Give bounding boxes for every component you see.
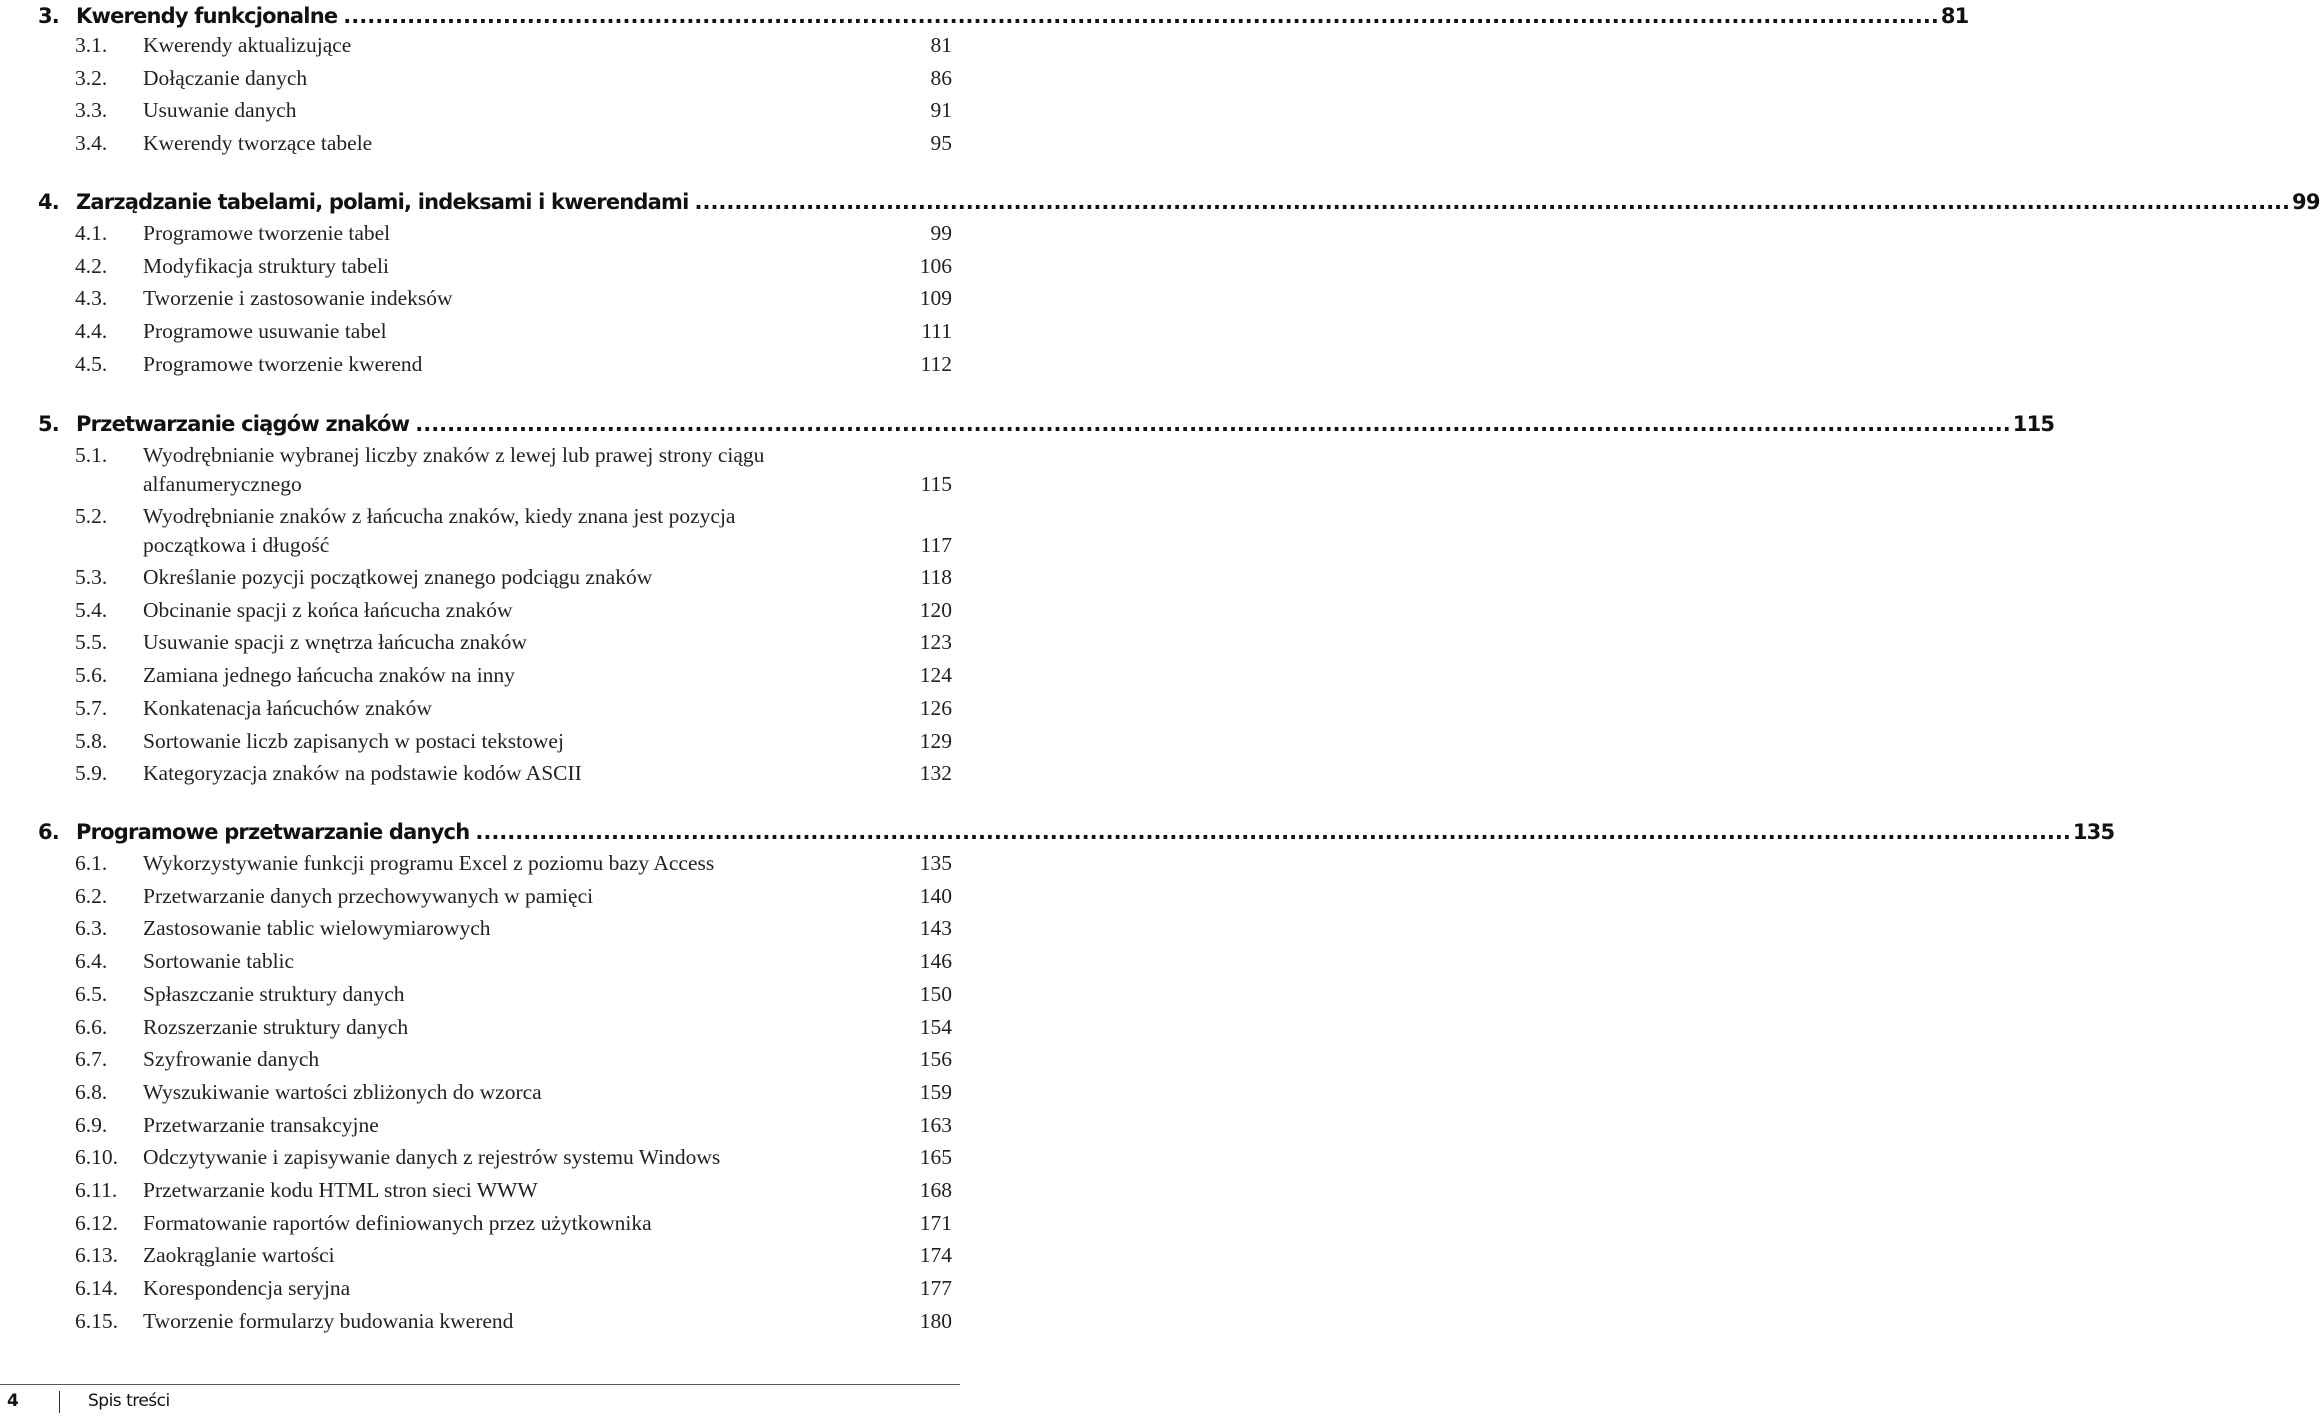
section-number: 5.6. <box>75 663 108 687</box>
section-title: Rozszerzanie struktury danych <box>143 1015 409 1039</box>
section-number: 6.10. <box>75 1145 118 1169</box>
chapter-page-number: 135 <box>2072 820 2115 844</box>
section-title: Kwerendy aktualizujące <box>143 33 352 57</box>
section-title: Szyfrowanie danych <box>143 1047 320 1071</box>
section-title: Usuwanie spacji z wnętrza łańcucha znaków <box>143 630 527 654</box>
section-page-number: 156 <box>919 1047 952 1071</box>
section-page-number: 146 <box>919 949 952 973</box>
section-title: Sortowanie liczb zapisanych w postaci tekstowej <box>143 729 564 753</box>
section-title: Obcinanie spacji z końca łańcucha znaków <box>143 598 513 622</box>
chapter-title: Zarządzanie tabelami, polami, indeksami i kwerendami <box>76 190 689 214</box>
section-page-number: 171 <box>919 1211 952 1235</box>
section-number: 4.5. <box>75 352 108 376</box>
section-title: Przetwarzanie kodu HTML stron sieci WWW <box>143 1178 538 1202</box>
section-number: 6.5. <box>75 982 108 1006</box>
section-page-number: 168 <box>919 1178 952 1202</box>
section-page-number: 177 <box>919 1276 952 1300</box>
dot-leader: ........................................................................................................................................................................................................ <box>475 820 2071 844</box>
section-number: 3.4. <box>75 131 108 155</box>
dot-leader: ........................................................................................................................................................................................................ <box>694 190 2291 214</box>
section-number: 5.8. <box>75 729 108 753</box>
section-number: 6.4. <box>75 949 108 973</box>
section-number: 3.3. <box>75 98 108 122</box>
section-title: Tworzenie i zastosowanie indeksów <box>143 286 453 310</box>
section-title: Odczytywanie i zapisywanie danych z rejestrów systemu Windows <box>143 1145 721 1169</box>
section-number: 4.3. <box>75 286 108 310</box>
section-title: Korespondencja seryjna <box>143 1276 351 1300</box>
section-number: 5.5. <box>75 630 108 654</box>
section-page-number: 126 <box>919 696 952 720</box>
section-page-number: 180 <box>919 1309 952 1333</box>
section-page-number: 174 <box>919 1243 952 1267</box>
section-title: Określanie pozycji początkowej znanego podciągu znaków <box>143 565 653 589</box>
chapter-title: Kwerendy funkcjonalne <box>76 4 338 28</box>
section-page-number: 135 <box>919 851 952 875</box>
section-page-number: 106 <box>919 254 952 278</box>
section-title: Przetwarzanie transakcyjne <box>143 1113 379 1137</box>
section-number: 6.12. <box>75 1211 118 1235</box>
section-title: Dołączanie danych <box>143 66 308 90</box>
section-number: 5.3. <box>75 565 108 589</box>
section-number: 4.2. <box>75 254 108 278</box>
section-page-number: 143 <box>919 916 952 940</box>
section-page-number: 115 <box>920 472 952 496</box>
section-title: Spłaszczanie struktury danych <box>143 982 405 1006</box>
section-page-number: 132 <box>919 761 952 785</box>
chapter-page-number: 81 <box>1940 4 1969 28</box>
dot-leader: ........................................................................................................................................................................................................ <box>343 4 1939 28</box>
section-title: Kwerendy tworzące tabele <box>143 131 373 155</box>
section-number: 5.9. <box>75 761 108 785</box>
section-page-number: 111 <box>921 319 952 343</box>
chapter-page-number: 99 <box>2292 190 2320 214</box>
section-title: Programowe tworzenie tabel <box>143 221 391 245</box>
chapter-heading[interactable] <box>38 816 2115 848</box>
section-number: 4.1. <box>75 221 108 245</box>
chapter-number: 6. <box>38 820 59 844</box>
section-page-number: 112 <box>920 352 952 376</box>
section-number: 6.13. <box>75 1243 118 1267</box>
section-page-number: 81 <box>930 33 952 57</box>
chapter-number: 3. <box>38 4 59 28</box>
section-title: Wykorzystywanie funkcji programu Excel z poziomu bazy Access <box>143 851 715 875</box>
section-title: Wyszukiwanie wartości zbliżonych do wzorca <box>143 1080 542 1104</box>
section-title-continued: alfanumerycznego <box>143 472 302 496</box>
section-title: Programowe usuwanie tabel <box>143 319 387 343</box>
chapter-title: Przetwarzanie ciągów znaków <box>76 412 410 436</box>
chapter-heading[interactable] <box>38 408 2055 440</box>
chapter-number: 4. <box>38 190 59 214</box>
footer-separator <box>59 1391 60 1413</box>
footer-running-title: Spis treści <box>88 1391 170 1411</box>
section-number: 6.3. <box>75 916 108 940</box>
section-page-number: 109 <box>919 286 952 310</box>
section-page-number: 154 <box>919 1015 952 1039</box>
section-title: Tworzenie formularzy budowania kwerend <box>143 1309 514 1333</box>
section-number: 6.15. <box>75 1309 118 1333</box>
section-number: 3.2. <box>75 66 108 90</box>
section-page-number: 163 <box>919 1113 952 1137</box>
footer-page-number: 4 <box>7 1391 19 1411</box>
section-title: Sortowanie tablic <box>143 949 295 973</box>
section-page-number: 99 <box>930 221 952 245</box>
section-title: Konkatenacja łańcuchów znaków <box>143 696 432 720</box>
section-number: 6.6. <box>75 1015 108 1039</box>
section-number: 4.4. <box>75 319 108 343</box>
section-number: 6.14. <box>75 1276 118 1300</box>
section-page-number: 123 <box>919 630 952 654</box>
section-page-number: 140 <box>919 884 952 908</box>
section-title: Usuwanie danych <box>143 98 297 122</box>
section-number: 6.9. <box>75 1113 108 1137</box>
section-number: 5.4. <box>75 598 108 622</box>
page-footer <box>0 1388 960 1416</box>
section-number: 3.1. <box>75 33 108 57</box>
section-page-number: 165 <box>919 1145 952 1169</box>
section-title: Kategoryzacja znaków na podstawie kodów ASCII <box>143 761 582 785</box>
section-number: 5.1. <box>75 443 108 467</box>
section-number: 6.1. <box>75 851 108 875</box>
section-page-number: 120 <box>919 598 952 622</box>
section-number: 5.2. <box>75 504 108 528</box>
section-page-number: 117 <box>920 533 952 557</box>
section-page-number: 86 <box>930 66 952 90</box>
section-number: 5.7. <box>75 696 108 720</box>
chapter-page-number: 115 <box>2012 412 2055 436</box>
section-title: Zamiana jednego łańcucha znaków na inny <box>143 663 515 687</box>
section-page-number: 124 <box>919 663 952 687</box>
section-title: Przetwarzanie danych przechowywanych w pamięci <box>143 884 594 908</box>
section-title: Formatowanie raportów definiowanych przez użytkownika <box>143 1211 652 1235</box>
section-page-number: 150 <box>919 982 952 1006</box>
dot-leader: ........................................................................................................................................................................................................ <box>415 412 2011 436</box>
section-number: 6.11. <box>75 1178 118 1202</box>
chapter-heading[interactable] <box>38 186 2320 218</box>
section-number: 6.2. <box>75 884 108 908</box>
section-title: Zastosowanie tablic wielowymiarowych <box>143 916 491 940</box>
chapter-title: Programowe przetwarzanie danych <box>76 820 470 844</box>
section-number: 6.8. <box>75 1080 108 1104</box>
section-title: Modyfikacja struktury tabeli <box>143 254 389 278</box>
section-page-number: 91 <box>930 98 952 122</box>
chapter-heading[interactable] <box>38 0 1969 32</box>
section-title: Wyodrębnianie znaków z łańcucha znaków, kiedy znana jest pozycja <box>143 504 736 528</box>
chapter-number: 5. <box>38 412 59 436</box>
footer-divider <box>0 1384 960 1385</box>
section-title: Wyodrębnianie wybranej liczby znaków z lewej lub prawej strony ciągu <box>143 443 765 467</box>
section-number: 6.7. <box>75 1047 108 1071</box>
section-title: Zaokrąglanie wartości <box>143 1243 335 1267</box>
section-title: Programowe tworzenie kwerend <box>143 352 423 376</box>
section-title-continued: początkowa i długość <box>143 533 330 557</box>
section-page-number: 95 <box>930 131 952 155</box>
section-page-number: 129 <box>919 729 952 753</box>
section-page-number: 118 <box>920 565 952 589</box>
section-page-number: 159 <box>919 1080 952 1104</box>
